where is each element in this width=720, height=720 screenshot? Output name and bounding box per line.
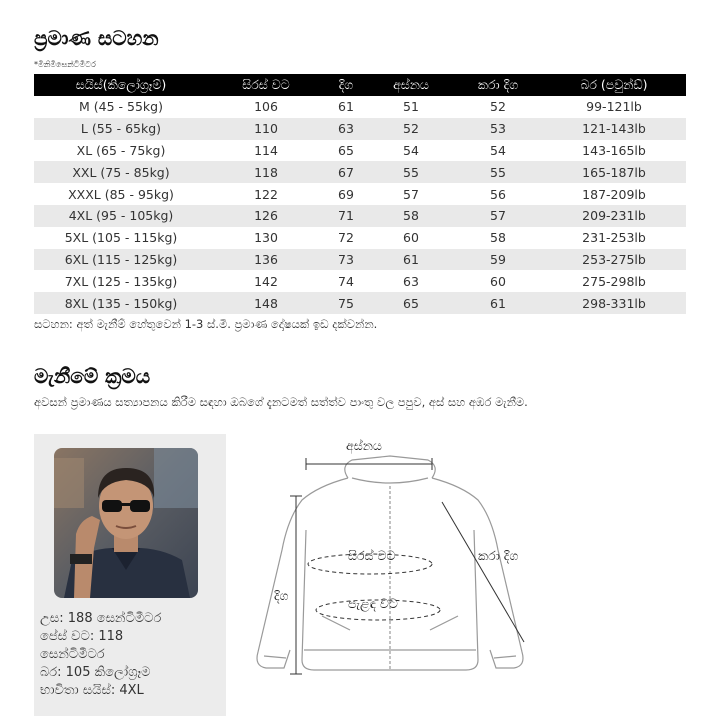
table-row <box>34 270 686 292</box>
table-cell: 130 <box>208 227 324 249</box>
header-sleeve: කරා දිග <box>454 74 542 96</box>
table-cell: 99-121lb <box>542 96 686 118</box>
table-cell: 61 <box>454 292 542 314</box>
label-chest: සිරස් වට <box>348 548 396 563</box>
table-cell: XL (65 - 75kg) <box>34 140 208 162</box>
table-cell: 55 <box>454 161 542 183</box>
header-weight: බර (පවුන්ඩ්) <box>542 74 686 96</box>
table-row <box>34 118 686 140</box>
table-cell: L (55 - 65kg) <box>34 118 208 140</box>
table-cell: 61 <box>368 249 454 271</box>
table-cell: 72 <box>324 227 368 249</box>
header-chest: සිරස් වට <box>208 74 324 96</box>
table-cell: M (45 - 55kg) <box>34 96 208 118</box>
model-height: උස: 188 සෙන්ටිමීටර <box>40 611 162 626</box>
table-cell: 53 <box>454 118 542 140</box>
table-cell: 58 <box>454 227 542 249</box>
table-cell: 60 <box>368 227 454 249</box>
table-cell: 136 <box>208 249 324 271</box>
table-cell: 110 <box>208 118 324 140</box>
header-shoulder: අස්නය <box>368 74 454 96</box>
table-cell: 8XL (135 - 150kg) <box>34 292 208 314</box>
table-cell: 52 <box>368 118 454 140</box>
table-cell: 63 <box>368 270 454 292</box>
table-cell: 122 <box>208 183 324 205</box>
table-row <box>34 183 686 205</box>
table-cell: 60 <box>454 270 542 292</box>
table-cell: 118 <box>208 161 324 183</box>
table-cell: 148 <box>208 292 324 314</box>
header-size: සයිස්(කිලෝග්‍රෑම්) <box>34 74 208 96</box>
table-cell: 298-331lb <box>542 292 686 314</box>
table-cell: 54 <box>368 140 454 162</box>
table-cell: 65 <box>368 292 454 314</box>
model-stats <box>40 610 161 700</box>
measure-title: මැනීමේ ක්‍රමය <box>34 364 151 388</box>
table-cell: 61 <box>324 96 368 118</box>
measure-description: අවසන් ප්‍රමාණය සත්‍යාපනය කිරීම සඳහා ඔබගේ දැනටමත් සත්ත්ව පාංතු වල පපුව, අස් සහ අඹර මැනීම. <box>34 395 528 409</box>
table-row <box>34 140 686 162</box>
table-row <box>34 96 686 118</box>
table-row <box>34 227 686 249</box>
label-shoulder: අස්නය <box>346 438 382 453</box>
table-cell: 114 <box>208 140 324 162</box>
page-title: ප්‍රමාණ සටහන <box>34 26 159 50</box>
table-cell: 73 <box>324 249 368 271</box>
table-cell: 143-165lb <box>542 140 686 162</box>
measurement-diagram <box>240 430 540 720</box>
table-row <box>34 249 686 271</box>
table-cell: 71 <box>324 205 368 227</box>
table-cell: XXL (75 - 85kg) <box>34 161 208 183</box>
table-cell: 67 <box>324 161 368 183</box>
table-cell: 142 <box>208 270 324 292</box>
label-length: දිග <box>274 588 289 603</box>
table-cell: 57 <box>454 205 542 227</box>
table-cell: 59 <box>454 249 542 271</box>
label-sleeve: කරා දිග <box>478 548 519 563</box>
table-cell: 69 <box>324 183 368 205</box>
unit-note: *මිනිමිසෙන්ටිමීටර <box>34 60 96 69</box>
table-cell: 5XL (105 - 115kg) <box>34 227 208 249</box>
table-cell: 54 <box>454 140 542 162</box>
model-weight: බර: 105 කිලෝග්‍රෑම <box>40 665 151 680</box>
table-cell: 4XL (95 - 105kg) <box>34 205 208 227</box>
model-panel <box>34 434 226 716</box>
jacket-outline <box>240 430 540 720</box>
table-cell: 57 <box>368 183 454 205</box>
table-cell: 7XL (125 - 135kg) <box>34 270 208 292</box>
table-cell: 106 <box>208 96 324 118</box>
table-cell: 275-298lb <box>542 270 686 292</box>
table-row <box>34 292 686 314</box>
table-cell: 52 <box>454 96 542 118</box>
model-size: භාවිතා සයිස්: 4XL <box>40 683 144 698</box>
model-chest-unit: සෙන්ටිමීටර <box>40 647 105 662</box>
table-cell: 231-253lb <box>542 227 686 249</box>
table-cell: 209-231lb <box>542 205 686 227</box>
table-cell: 56 <box>454 183 542 205</box>
table-cell: 74 <box>324 270 368 292</box>
table-cell: 126 <box>208 205 324 227</box>
table-cell: 75 <box>324 292 368 314</box>
table-cell: 55 <box>368 161 454 183</box>
table-cell: 51 <box>368 96 454 118</box>
table-cell: 58 <box>368 205 454 227</box>
table-row <box>34 161 686 183</box>
model-chest: පේස් වට: 118 <box>40 629 124 644</box>
table-cell: 65 <box>324 140 368 162</box>
table-cell: 165-187lb <box>542 161 686 183</box>
table-cell: 187-209lb <box>542 183 686 205</box>
table-cell: 63 <box>324 118 368 140</box>
size-table <box>34 74 686 314</box>
table-row <box>34 205 686 227</box>
table-cell: 121-143lb <box>542 118 686 140</box>
header-length: දිග <box>324 74 368 96</box>
table-cell: 253-275lb <box>542 249 686 271</box>
label-waist: පැළඳ වට <box>348 596 398 611</box>
table-header-row <box>34 74 686 96</box>
table-cell: XXXL (85 - 95kg) <box>34 183 208 205</box>
model-photo <box>54 448 198 598</box>
table-cell: 6XL (115 - 125kg) <box>34 249 208 271</box>
table-note: සටහන: අත් මැනීම් හේතුවෙන් 1-3 ස්.මී. ප්‍රමාණ දෝෂයක් ඉඩ දක්වන්න. <box>34 317 378 331</box>
